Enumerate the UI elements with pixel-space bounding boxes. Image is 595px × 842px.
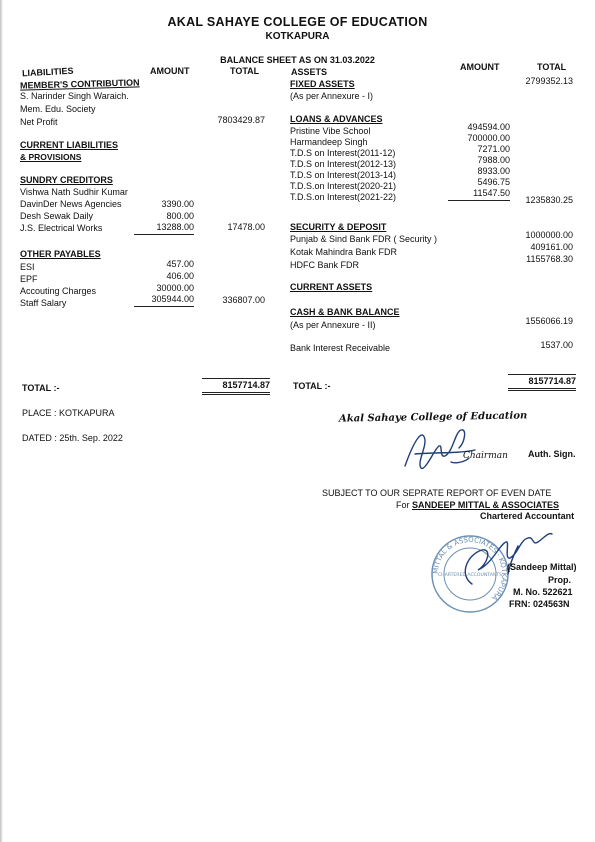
college-name: AKAL SAHAYE COLLEGE OF EDUCATION: [167, 15, 428, 29]
sundry-name: DavinDer News Agencies: [20, 199, 122, 209]
sundry-name: J.S. Electrical Works: [20, 223, 103, 233]
other-amount: 406.00: [166, 271, 194, 281]
sundry-amount: 13288.00: [134, 222, 194, 235]
place: PLACE : KOTKAPURA: [22, 408, 115, 418]
loan-name: Harmandeep Singh: [290, 137, 368, 147]
col-total-right: TOTAL: [537, 62, 567, 72]
sundry-total: 17478.00: [227, 222, 265, 232]
security-totals: [505, 230, 573, 265]
current-assets-heading: CURRENT ASSETS: [290, 282, 373, 292]
other-name: ESI: [20, 262, 35, 272]
loan-name: Pristine Vibe School: [290, 126, 371, 136]
loan-amount: 8933.00: [477, 166, 510, 176]
bank-interest-label: Bank Interest Receivable: [290, 343, 391, 353]
sundry-amount: 800.00: [166, 211, 194, 221]
current-liabilities-heading: CURRENT LIABILITIES: [20, 140, 118, 150]
other-payables-heading: OTHER PAYABLES: [20, 249, 101, 259]
college-city: KOTKAPURA: [265, 31, 330, 42]
balance-sheet-title: BALANCE SHEET AS ON 31.03.2022: [220, 55, 375, 65]
security-total: 1000000.00: [525, 230, 573, 240]
chairman-signature: [395, 418, 485, 478]
loans-total: 1235830.25: [525, 195, 573, 205]
ca-designation: Chartered Accountant: [480, 511, 575, 521]
security-name: HDFC Bank FDR: [290, 260, 360, 270]
sundry-creditors-heading: SUNDRY CREDITORS: [20, 175, 113, 185]
fixed-assets-total: 2799352.13: [525, 76, 573, 86]
sundry-names: [20, 187, 128, 234]
ca-frn: FRN: 024563N: [509, 599, 570, 609]
ca-signature: [448, 524, 558, 594]
security-name: Punjab & Sind Bank FDR ( Security ): [290, 234, 438, 244]
ca-membership: M. No. 522621: [513, 587, 573, 597]
col-assets: ASSETS: [291, 67, 328, 77]
auth-sign: Auth. Sign.: [528, 449, 576, 459]
scan-edge: [0, 0, 3, 842]
other-name: Staff Salary: [20, 298, 67, 308]
sundry-name: Desh Sewak Daily: [20, 211, 94, 221]
other-name: Accouting Charges: [20, 286, 97, 296]
ca-seal-inner-text: CHARTERED ACCOUNTANTS: [437, 573, 503, 578]
loan-amount: 7271.00: [477, 144, 510, 154]
loan-amount: 700000.00: [467, 133, 510, 143]
dated: DATED : 25th. Sep. 2022: [22, 433, 123, 443]
loans-amounts: [448, 122, 510, 201]
col-amount-right: AMOUNT: [460, 62, 500, 72]
provisions-heading: & PROVISIONS: [20, 152, 82, 162]
col-amount-left: AMOUNT: [150, 66, 190, 76]
loan-name: T.D.S on Interest(2011-12): [290, 148, 396, 158]
loan-amount: 5496.75: [477, 177, 510, 187]
subject-note: SUBJECT TO OUR SEPRATE REPORT OF EVEN DATE: [322, 488, 552, 498]
loan-amount: 7988.00: [477, 155, 510, 165]
cash-bank-heading: CASH & BANK BALANCE: [290, 307, 400, 317]
ca-prop: Prop.: [548, 575, 572, 585]
assets-total-label: TOTAL :-: [293, 381, 331, 391]
loans-names: [290, 126, 396, 203]
members-total: 7803429.87: [217, 115, 265, 125]
other-amount: 457.00: [166, 259, 194, 269]
loans-heading: LOANS & ADVANCES: [290, 114, 383, 124]
security-total: 409161.00: [530, 242, 573, 252]
loan-amount: 494594.00: [467, 122, 510, 132]
members-lines: [20, 91, 129, 128]
col-liabilities: LIABILITIES: [21, 65, 74, 79]
bank-interest-total: 1537.00: [540, 340, 573, 350]
firm-name: SANDEEP MITTAL & ASSOCIATES: [412, 500, 560, 510]
other-total: 336807.00: [222, 295, 265, 305]
other-names: [20, 262, 96, 309]
college-stamp-text: Akal Sahaye College of Education: [338, 410, 528, 425]
cash-bank-total: 1556066.19: [525, 316, 573, 326]
for-firm-line: [396, 500, 559, 511]
loan-amount: 11547.50: [448, 188, 510, 201]
members-line: Mem. Edu. Society: [20, 104, 96, 114]
members-line: Net Profit: [20, 117, 58, 127]
loan-name: T.D.S.on Interest(2021-22): [290, 192, 397, 202]
members-heading: MEMBER'S CONTRIBUTION: [19, 77, 140, 91]
fixed-assets-heading: FIXED ASSETS: [290, 79, 355, 89]
other-name: EPF: [20, 274, 38, 284]
loan-name: T.D.S.on Interest(2020-21): [290, 181, 397, 191]
for-prefix: For: [396, 500, 413, 510]
loan-name: T.D.S on Interest(2012-13): [290, 159, 397, 169]
security-names: [290, 234, 437, 271]
liabilities-total-label: TOTAL :-: [22, 383, 60, 393]
other-amount: 30000.00: [156, 283, 194, 293]
sundry-name: Vishwa Nath Sudhir Kumar: [20, 187, 128, 197]
assets-grand-total: 8157714.87: [508, 374, 576, 391]
chairman-label: Chairman: [463, 451, 508, 461]
ca-signatory: (Sandeep Mittal): [507, 562, 577, 572]
fixed-assets-note: (As per Annexure - I): [290, 91, 374, 101]
loan-name: T.D.S on Interest(2013-14): [290, 170, 397, 180]
cash-bank-note: (As per Annexure - II): [290, 320, 376, 330]
members-line: S. Narinder Singh Waraich.: [20, 91, 129, 101]
other-amount: 305944.00: [134, 294, 194, 307]
security-deposit-heading: SECURITY & DEPOSIT: [290, 222, 387, 232]
sundry-amount: 3390.00: [161, 199, 194, 209]
col-total-left: TOTAL: [230, 66, 260, 76]
security-name: Kotak Mahindra Bank FDR: [290, 247, 398, 257]
security-total: 1155768.30: [526, 254, 573, 264]
liabilities-grand-total: 8157714.87: [202, 378, 270, 395]
ca-seal-ring-text: MITTAL & ASSOCIATES · KOTKAPURA: [431, 535, 509, 602]
